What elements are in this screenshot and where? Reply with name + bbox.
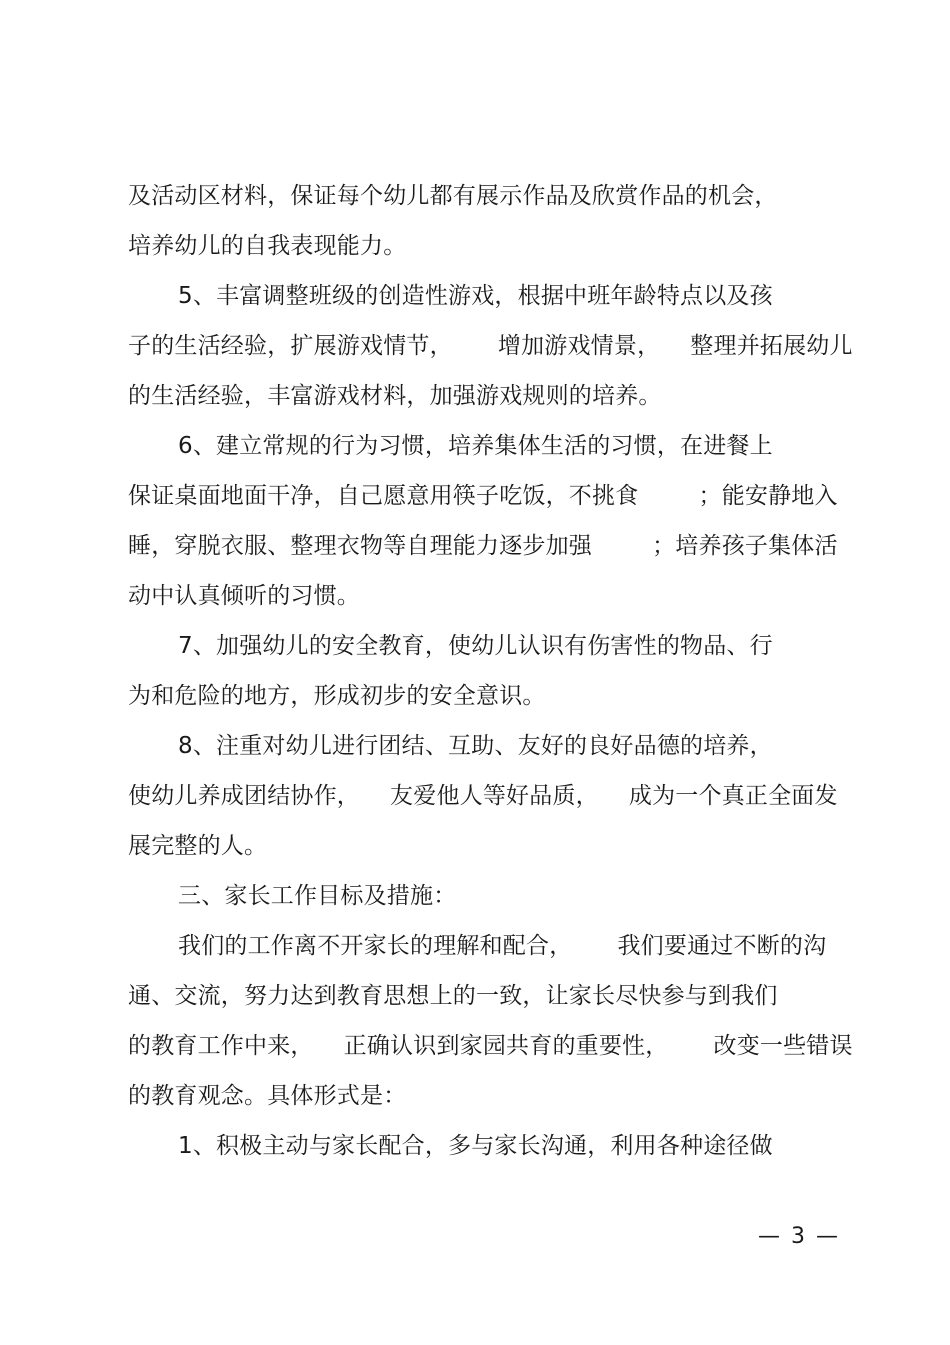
text-line-1: 及活动区材料，保证每个幼儿都有展示作品及欣赏作品的机会， (128, 183, 778, 209)
text-line-11: 为和危险的地方，形成初步的安全意识。 (128, 683, 546, 709)
text-line-19: 的教育观念。具体形式是： (128, 1083, 407, 1109)
text-line-12: 8、注重对幼儿进行团结、互助、友好的良好品德的培养， (178, 733, 773, 759)
text-line-8: 睡，穿脱衣服、整理衣物等自理能力逐步加强 ；培养孩子集体活 (128, 533, 838, 559)
text-line-13: 使幼儿养成团结协作， 友爱他人等好品质， 成为一个真正全面发 (128, 783, 838, 809)
text-line-9: 动中认真倾听的习惯。 (128, 583, 360, 609)
text-line-17: 通、交流，努力达到教育思想上的一致，让家长尽快参与到我们 (128, 983, 778, 1009)
text-line-10: 7、加强幼儿的安全教育，使幼儿认识有伤害性的物品、行 (178, 633, 773, 659)
text-line-14: 展完整的人。 (128, 833, 268, 859)
text-line-18: 的教育工作中来， 正确认识到家园共育的重要性， 改变一些错误 (128, 1033, 853, 1059)
section-heading: 三、家长工作目标及措施： (178, 883, 457, 909)
text-line-7: 保证桌面地面干净，自己愿意用筷子吃饭，不挑食 ；能安静地入 (128, 483, 838, 509)
page-number: — 3 — (758, 1224, 840, 1249)
text-line-5: 的生活经验，丰富游戏材料，加强游戏规则的培养。 (128, 383, 662, 409)
text-line-6: 6、建立常规的行为习惯，培养集体生活的习惯，在进餐上 (178, 433, 773, 459)
text-line-3: 5、丰富调整班级的创造性游戏，根据中班年龄特点以及孩 (178, 283, 773, 309)
text-line-16: 我们的工作离不开家长的理解和配合， 我们要通过不断的沟 (178, 933, 827, 959)
text-line-20: 1、积极主动与家长配合，多与家长沟通，利用各种途径做 (178, 1133, 773, 1159)
text-line-4: 子的生活经验，扩展游戏情节， 增加游戏情景， 整理并拓展幼儿 (128, 333, 853, 359)
text-line-2: 培养幼儿的自我表现能力。 (128, 233, 407, 259)
